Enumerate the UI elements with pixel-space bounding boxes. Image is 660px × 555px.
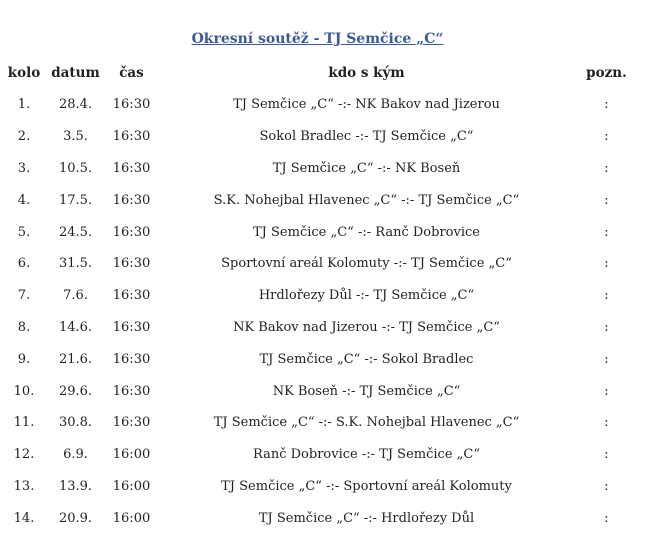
cell-pozn: : (604, 256, 609, 272)
cell-kolo: 11. (13, 415, 35, 431)
cell-kolo: 9. (17, 351, 31, 367)
header-pozn: pozn. (586, 65, 627, 81)
cell-pozn: : (604, 224, 609, 240)
cell-kolo: 3. (17, 160, 31, 176)
cell-cas: 16:00 (112, 510, 151, 526)
cell-datum: 20.9. (58, 510, 93, 526)
cell-datum: 29.6. (58, 383, 93, 399)
table-row (0, 153, 640, 185)
table-row (0, 121, 640, 153)
cell-datum: 21.6. (58, 351, 93, 367)
header-match: kdo s kým (328, 65, 405, 81)
cell-datum: 3.5. (63, 129, 88, 145)
cell-cas: 16:00 (112, 447, 151, 463)
cell-kolo: 6. (17, 256, 31, 272)
cell-pozn: : (604, 192, 609, 208)
cell-cas: 16:30 (112, 129, 151, 145)
cell-cas: 16:30 (112, 224, 151, 240)
cell-match: Sokol Bradlec -:- TJ Semčice „C“ (259, 129, 474, 145)
cell-kolo: 1. (17, 97, 31, 113)
cell-pozn: : (604, 97, 609, 113)
cell-cas: 16:30 (112, 288, 151, 304)
table-row (0, 407, 640, 439)
cell-cas: 16:30 (112, 97, 151, 113)
cell-match: TJ Semčice „C“ -:- Sportovní areál Kolomuty (221, 478, 512, 494)
cell-kolo: 14. (13, 510, 35, 526)
cell-match: Sportovní areál Kolomuty -:- TJ Semčice „C“ (221, 256, 512, 272)
cell-match: TJ Semčice „C“ -:- Ranč Dobrovice (253, 224, 480, 240)
cell-kolo: 8. (17, 319, 31, 335)
cell-pozn: : (604, 478, 609, 494)
table-row (0, 280, 640, 312)
cell-cas: 16:30 (112, 319, 151, 335)
header-datum: datum (51, 65, 100, 81)
header-kolo: kolo (7, 65, 41, 81)
cell-match: TJ Semčice „C“ -:- S.K. Nohejbal Hlavenec „C“ (213, 415, 520, 431)
table-row (0, 502, 640, 534)
cell-match: Hrdlořezy Důl -:- TJ Semčice „C“ (258, 288, 475, 304)
cell-pozn: : (604, 447, 609, 463)
cell-datum: 13.9. (58, 478, 93, 494)
table-row (0, 184, 640, 216)
cell-datum: 30.8. (58, 415, 93, 431)
cell-match: NK Boseň -:- TJ Semčice „C“ (272, 383, 461, 399)
cell-kolo: 7. (17, 288, 31, 304)
header-row (0, 57, 640, 89)
cell-pozn: : (604, 383, 609, 399)
cell-pozn: : (604, 319, 609, 335)
cell-match: NK Bakov nad Jizerou -:- TJ Semčice „C“ (233, 319, 500, 335)
header-cas: čas (119, 65, 144, 81)
cell-kolo: 10. (13, 383, 35, 399)
table-row (0, 216, 640, 248)
cell-datum: 24.5. (58, 224, 93, 240)
cell-cas: 16:30 (112, 256, 151, 272)
table-row (0, 439, 640, 471)
cell-cas: 16:30 (112, 383, 151, 399)
cell-datum: 6.9. (63, 447, 88, 463)
cell-kolo: 5. (17, 224, 31, 240)
cell-pozn: : (604, 415, 609, 431)
cell-kolo: 2. (17, 129, 31, 145)
cell-match: Ranč Dobrovice -:- TJ Semčice „C“ (253, 447, 480, 463)
table-row (0, 471, 640, 503)
cell-datum: 10.5. (58, 160, 93, 176)
table-row (0, 248, 640, 280)
cell-cas: 16:30 (112, 160, 151, 176)
cell-pozn: : (604, 129, 609, 145)
table-row (0, 343, 640, 375)
schedule-table (0, 57, 640, 534)
cell-kolo: 13. (13, 478, 35, 494)
table-row (0, 375, 640, 407)
cell-datum: 14.6. (58, 319, 93, 335)
cell-pozn: : (604, 510, 609, 526)
table-row (0, 89, 640, 121)
cell-match: S.K. Nohejbal Hlavenec „C“ -:- TJ Semčice „C“ (213, 192, 520, 208)
cell-cas: 16:00 (112, 478, 151, 494)
cell-pozn: : (604, 351, 609, 367)
cell-match: TJ Semčice „C“ -:- NK Boseň (272, 160, 461, 176)
cell-cas: 16:30 (112, 192, 151, 208)
cell-match: TJ Semčice „C“ -:- Hrdlořezy Důl (258, 510, 475, 526)
cell-cas: 16:30 (112, 415, 151, 431)
cell-kolo: 12. (13, 447, 35, 463)
cell-match: TJ Semčice „C“ -:- Sokol Bradlec (259, 351, 474, 367)
cell-datum: 17.5. (58, 192, 93, 208)
cell-match: TJ Semčice „C“ -:- NK Bakov nad Jizerou (233, 97, 500, 113)
cell-datum: 7.6. (63, 288, 88, 304)
cell-pozn: : (604, 160, 609, 176)
table-row (0, 312, 640, 344)
cell-datum: 31.5. (58, 256, 93, 272)
page-title-link[interactable]: Okresní soutěž - TJ Semčice „C“ (191, 31, 444, 47)
cell-pozn: : (604, 288, 609, 304)
cell-datum: 28.4. (58, 97, 93, 113)
cell-kolo: 4. (17, 192, 31, 208)
cell-cas: 16:30 (112, 351, 151, 367)
